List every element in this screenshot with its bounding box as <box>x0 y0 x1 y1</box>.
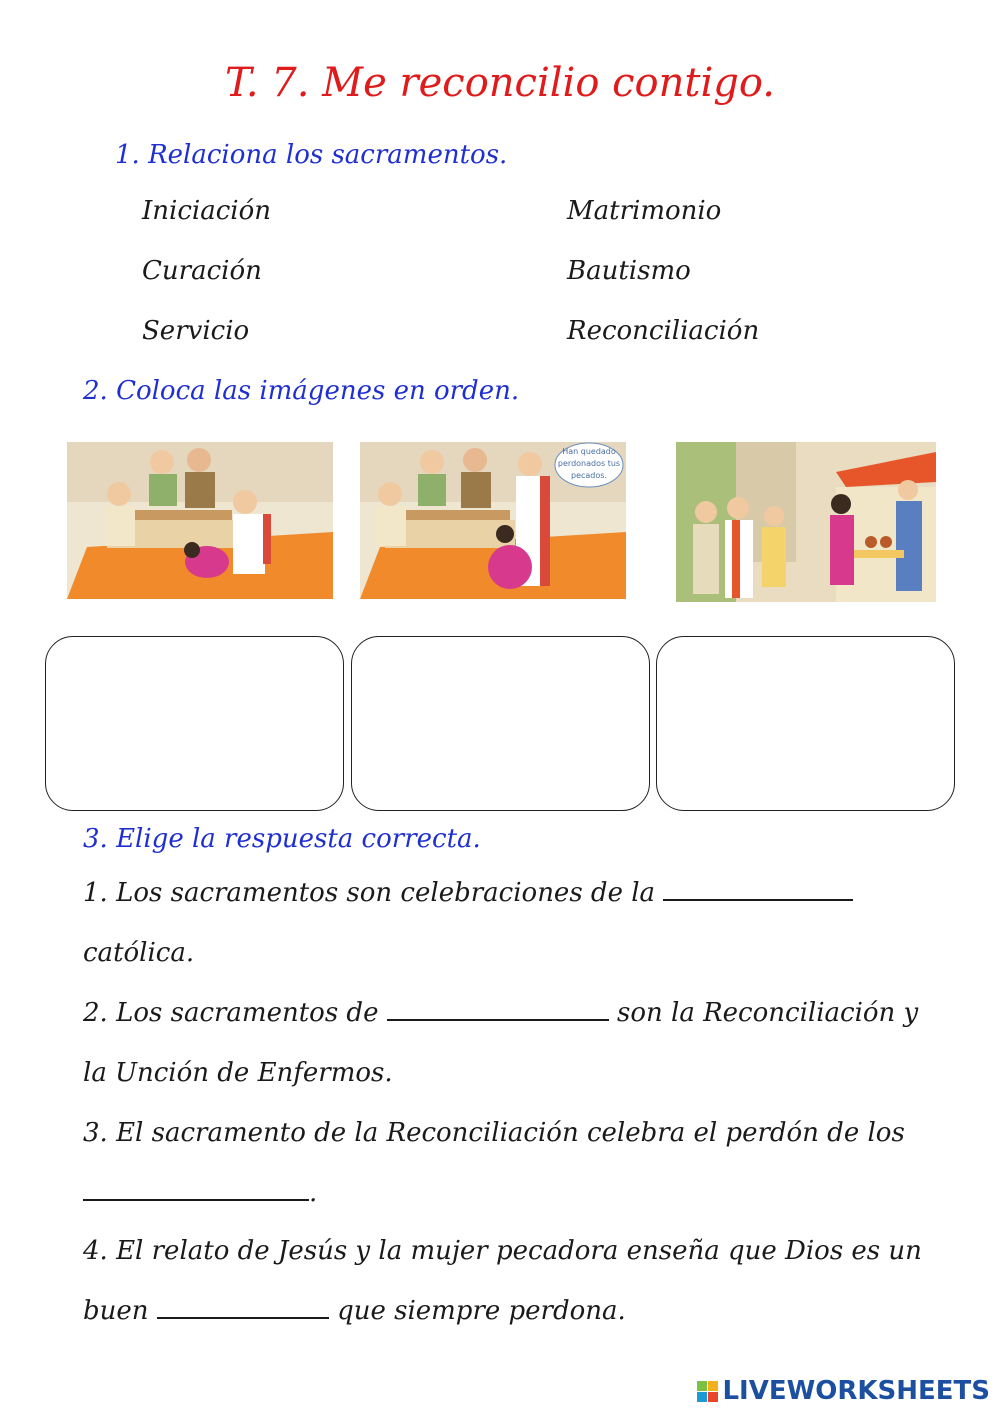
term-left-2[interactable]: Curación <box>142 256 262 286</box>
question-1-line-1 <box>83 878 853 908</box>
question-2-text-b: son la Reconciliación y <box>617 998 919 1028</box>
liveworksheets-logo-icon <box>697 1381 718 1402</box>
answer-blank-2[interactable] <box>387 1001 609 1021</box>
scene-image-1[interactable] <box>67 442 333 599</box>
scene-image-2[interactable] <box>360 442 626 599</box>
question-3-line-2 <box>83 1178 317 1208</box>
worksheet-title: T. 7. Me reconcilio contigo. <box>225 60 775 106</box>
question-1-text: 1. Los sacramentos son celebraciones de la <box>83 878 656 908</box>
brand-name: LIVEWORKSHEETS <box>722 1376 990 1406</box>
liveworksheets-logo <box>697 1376 990 1406</box>
scene-image-3[interactable] <box>676 442 936 602</box>
answer-blank-1[interactable] <box>663 881 853 901</box>
question-2-text-a: 2. Los sacramentos de <box>83 998 379 1028</box>
answer-box-3[interactable] <box>656 636 955 811</box>
question-2-line-1 <box>83 998 918 1028</box>
section-1-heading: 1. Relaciona los sacramentos. <box>115 140 508 170</box>
question-2-line-2: la Unción de Enfermos. <box>83 1058 393 1088</box>
speech-line-2: perdonados tus <box>557 459 621 468</box>
question-3-period: . <box>309 1178 318 1208</box>
section-3-heading: 3. Elige la respuesta correcta. <box>83 824 481 854</box>
answer-blank-3[interactable] <box>83 1181 309 1201</box>
term-left-1[interactable]: Iniciación <box>142 196 271 226</box>
question-4-line-1: 4. El relato de Jesús y la mujer pecadora enseña que Dios es un <box>83 1236 922 1266</box>
answer-blank-4[interactable] <box>157 1299 329 1319</box>
question-3-line-1: 3. El sacramento de la Reconciliación celebra el perdón de los <box>83 1118 905 1148</box>
term-right-2[interactable]: Bautismo <box>567 256 691 286</box>
question-4-line-2 <box>83 1296 626 1326</box>
question-4-text-b: que siempre perdona. <box>337 1296 626 1326</box>
answer-box-2[interactable] <box>351 636 650 811</box>
question-4-text-a: buen <box>83 1296 149 1326</box>
section-2-heading: 2. Coloca las imágenes en orden. <box>83 376 520 406</box>
term-right-3[interactable]: Reconciliación <box>567 316 760 346</box>
term-right-1[interactable]: Matrimonio <box>567 196 722 226</box>
term-left-3[interactable]: Servicio <box>142 316 250 346</box>
speech-line-1: Han quedado <box>562 447 616 456</box>
speech-line-3: pecados. <box>571 471 607 480</box>
question-1-line-2: católica. <box>83 938 195 968</box>
answer-box-1[interactable] <box>45 636 344 811</box>
